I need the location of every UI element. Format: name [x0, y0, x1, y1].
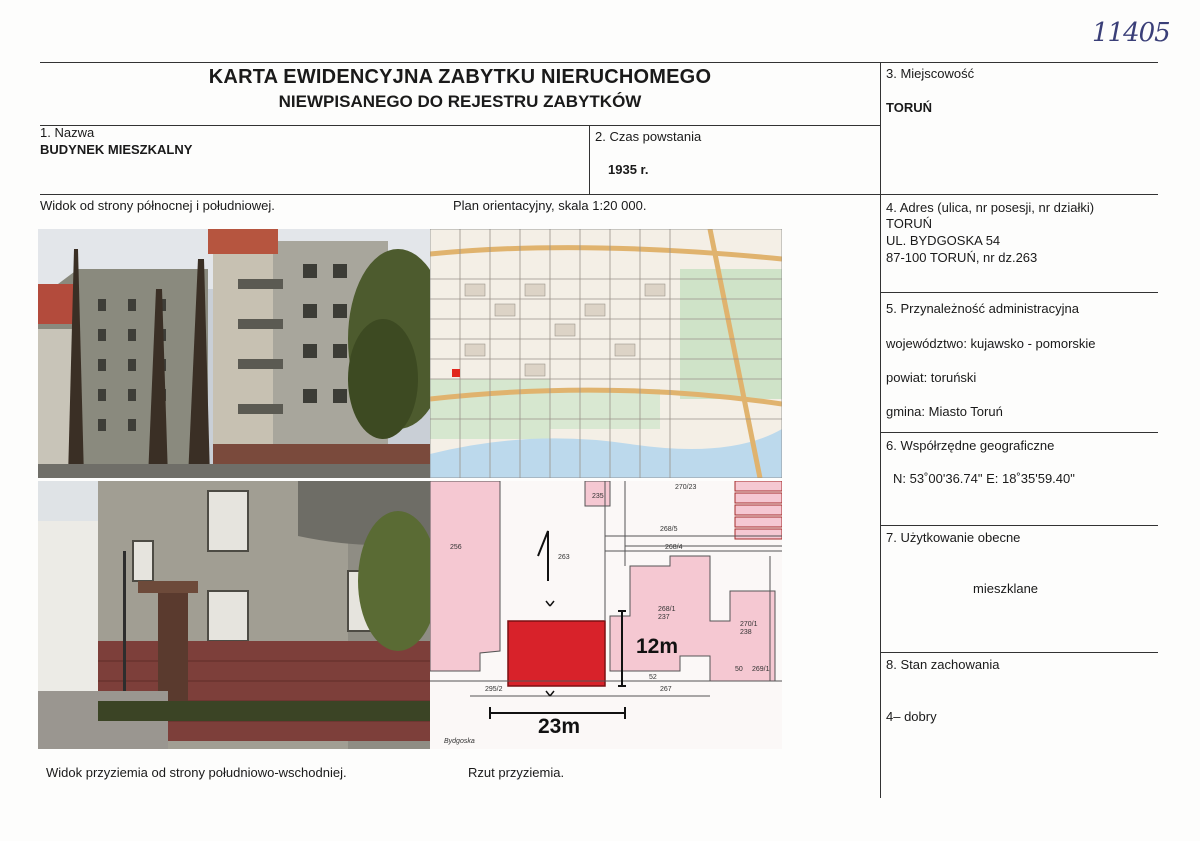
usage-label: 7. Użytkowanie obecne	[886, 530, 1021, 545]
fields-bottom-line	[40, 194, 1158, 195]
parcel-270-1: 270/1	[740, 621, 758, 628]
parcel-50: 50	[735, 666, 743, 673]
address-line-2: UL. BYDGOSKA 54	[886, 233, 1001, 248]
voivodeship-value: województwo: kujawsko - pomorskie	[886, 336, 1096, 351]
parcel-268-4: 268/4	[665, 544, 683, 551]
photo-north-south-view	[38, 229, 430, 478]
commune-value: gmina: Miasto Toruń	[886, 404, 1003, 419]
ground-floor-plan	[430, 481, 782, 749]
county-value: powiat: toruński	[886, 370, 977, 385]
plan-drawing	[430, 481, 782, 749]
right-divider-3	[880, 525, 1158, 526]
frame-top-line	[40, 62, 1158, 63]
frame-right-column-line	[880, 62, 881, 798]
coords-value: N: 53˚00'36.74" E: 18˚35'59.40"	[893, 471, 1075, 486]
parcel-263: 263	[558, 554, 570, 561]
address-line-3: 87-100 TORUŃ, nr dz.263	[886, 250, 1038, 265]
parcel-268-1: 268/1	[658, 606, 676, 613]
photo-ground-floor-view	[38, 481, 430, 749]
coords-label: 6. Współrzędne geograficzne	[886, 438, 1055, 453]
address-line-1: TORUŃ	[886, 216, 932, 231]
parcel-256: 256	[450, 544, 462, 551]
right-divider-4	[880, 652, 1158, 653]
photo-top-caption: Widok od strony północnej i południowej.	[40, 198, 275, 213]
address-label: 4. Adres (ulica, nr posesji, nr działki)	[886, 200, 1095, 215]
condition-label: 8. Stan zachowania	[886, 657, 1000, 672]
header-bottom-line	[40, 125, 880, 126]
date-value: 1935 r.	[608, 162, 649, 177]
street-label: Bydgoska	[444, 738, 475, 745]
locality-label: 3. Miejscowość	[886, 66, 975, 81]
handwritten-number: 11405	[1092, 18, 1170, 48]
card-subtitle: NIEWPISANEGO DO REJESTRU ZABYTKÓW	[278, 92, 642, 111]
dim-height-label: 12m	[636, 635, 679, 658]
parcel-269-1: 269/1	[752, 666, 770, 673]
dim-width-label: 23m	[538, 715, 581, 738]
photo-bottom-caption: Widok przyziemia od strony południowo-wschodniej.	[46, 765, 347, 780]
parcel-237: 237	[658, 614, 670, 621]
parcel-267: 267	[660, 686, 672, 693]
map-caption: Plan orientacyjny, skala 1:20 000.	[453, 198, 647, 213]
parcel-268-5: 268/5	[660, 526, 678, 533]
condition-value: 4– dobry	[886, 709, 937, 724]
usage-value: mieszklane	[973, 581, 1039, 596]
right-divider-1	[880, 292, 1158, 293]
date-label: 2. Czas powstania	[595, 129, 702, 144]
parcel-52: 52	[649, 674, 657, 681]
card-title: KARTA EWIDENCYJNA ZABYTKU NIERUCHOMEGO	[208, 66, 712, 88]
admin-label: 5. Przynależność administracyjna	[886, 301, 1079, 316]
name-label: 1. Nazwa	[40, 125, 95, 140]
name-date-divider	[589, 125, 590, 195]
locality-value: TORUŃ	[886, 100, 932, 115]
parcel-270-23: 270/23	[675, 484, 697, 491]
plan-caption: Rzut przyziemia.	[468, 765, 565, 780]
orientation-map	[430, 229, 782, 478]
parcel-238: 238	[740, 629, 752, 636]
name-value: BUDYNEK MIESZKALNY	[40, 142, 193, 157]
parcel-295-2: 295/2	[485, 686, 503, 693]
parcel-235: 235	[592, 493, 604, 500]
right-divider-2	[880, 432, 1158, 433]
